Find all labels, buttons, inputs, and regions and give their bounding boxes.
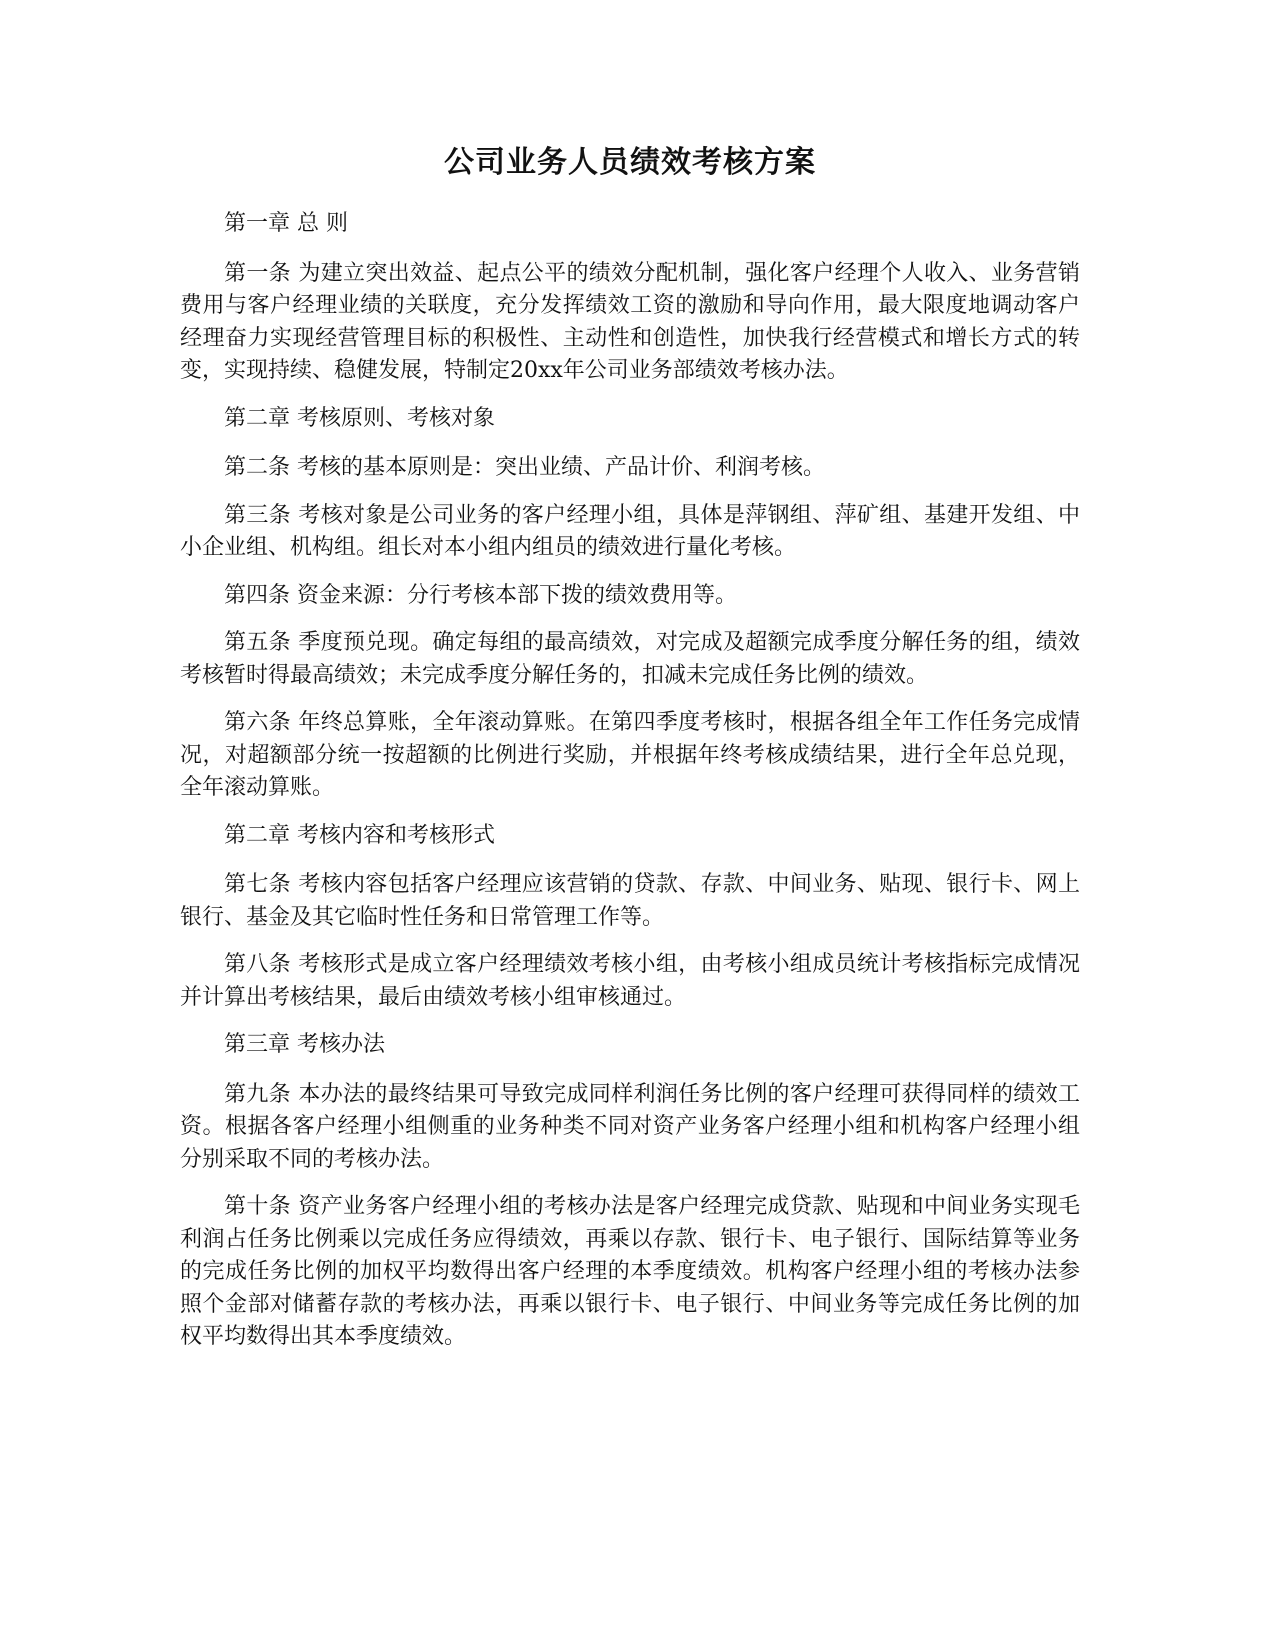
article-2: 第二条 考核的基本原则是：突出业绩、产品计价、利润考核。 bbox=[224, 455, 825, 480]
chapter-heading-4: 第三章 考核办法 bbox=[224, 1032, 385, 1057]
article-8: 第八条 考核形式是成立客户经理绩效考核小组，由考核小组成员统计考核指标完成情况并计算出考核结果，最后由绩效考核小组审核通过。 bbox=[180, 952, 1080, 1010]
article-9: 第九条 本办法的最终结果可导致完成同样利润任务比例的客户经理可获得同样的绩效工资。根据各客户经理小组侧重的业务种类不同对资产业务客户经理小组和机构客户经理小组分别采取不同的考核办法。 bbox=[180, 1081, 1080, 1172]
article-6: 第六条 年终总算账，全年滚动算账。在第四季度考核时，根据各组全年工作任务完成情况，对超额部分统一按超额的比例进行奖励，并根据年终考核成绩结果，进行全年总兑现，全年滚动算账。 bbox=[180, 710, 1080, 800]
chapter-heading-2: 第二章 考核原则、考核对象 bbox=[224, 405, 495, 431]
article-5: 第五条 季度预兑现。确定每组的最高绩效，对完成及超额完成季度分解任务的组，绩效考核暂时得最高绩效；未完成季度分解任务的，扣减未完成任务比例的绩效。 bbox=[180, 630, 1080, 688]
chapter-heading-1: 第一章 总 则 bbox=[224, 211, 348, 236]
article-10: 第十条 资产业务客户经理小组的考核办法是客户经理完成贷款、贴现和中间业务实现毛利润占任务比例乘以完成任务应得绩效，再乘以存款、银行卡、电子银行、国际结算等业务的完成任务比例的加权平均数得出客户经理的本季度绩效。机构客户经理小组的考核办法参照个金部对储蓄存款的考核办法，再乘以银行卡、电子银行、中间业务等完成任务比例的加权平均数得出其本季度绩效。 bbox=[180, 1194, 1080, 1349]
document-title: 公司业务人员绩效考核方案 bbox=[444, 145, 816, 180]
chapter-heading-3: 第二章 考核内容和考核形式 bbox=[224, 822, 495, 848]
article-3: 第三条 考核对象是公司业务的客户经理小组，具体是萍钢组、萍矿组、基建开发组、中小企业组、机构组。组长对本小组内组员的绩效进行量化考核。 bbox=[180, 502, 1080, 560]
article-7: 第七条 考核内容包括客户经理应该营销的贷款、存款、中间业务、贴现、银行卡、网上银行、基金及其它临时性任务和日常管理工作等。 bbox=[180, 872, 1080, 930]
document-page bbox=[180, 140, 1080, 1369]
article-1: 第一条 为建立突出效益、起点公平的绩效分配机制，强化客户经理个人收入、业务营销费用与客户经理业绩的关联度，充分发挥绩效工资的激励和导向作用，最大限度地调动客户经理奋力实现经营管理目标的积极性、主动性和创造性，加快我行经营模式和增长方式的转变，实现持续、稳健发展，特制定20xx年公司业务部绩效考核办法。 bbox=[180, 260, 1080, 383]
article-4: 第四条 资金来源：分行考核本部下拨的绩效费用等。 bbox=[224, 582, 737, 608]
